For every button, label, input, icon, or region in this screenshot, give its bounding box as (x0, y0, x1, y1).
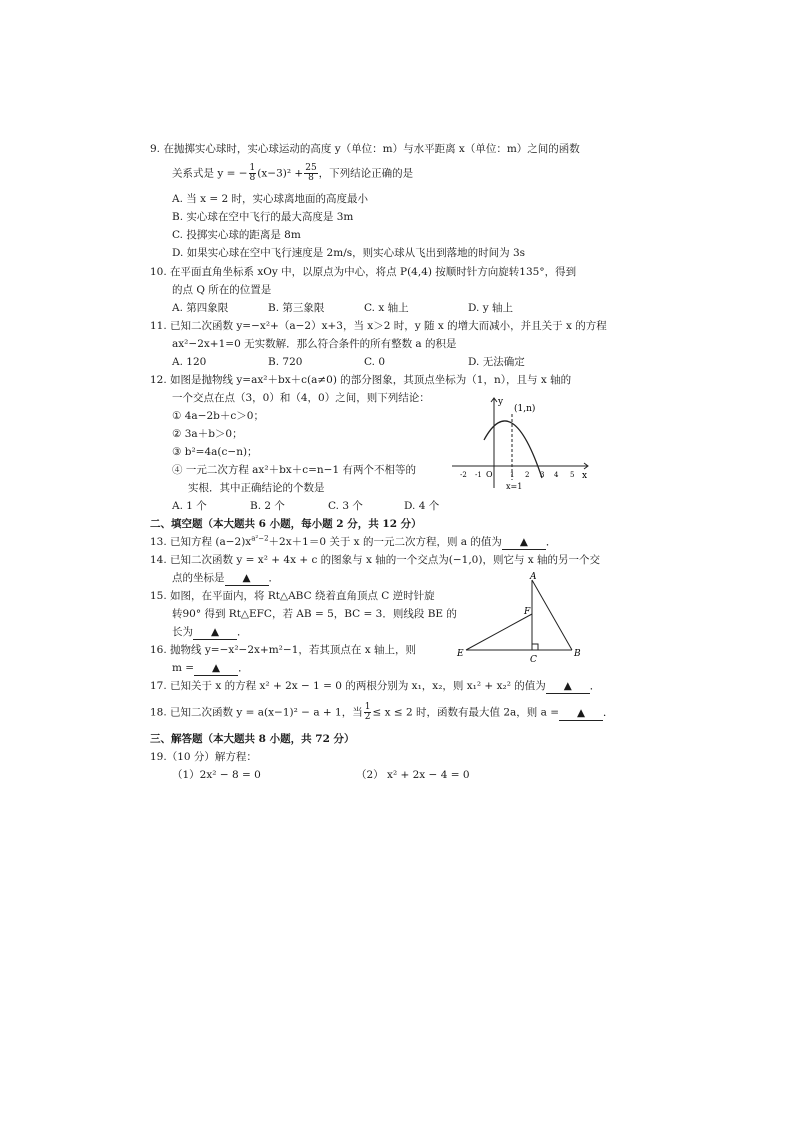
q15-triangle-figure (452, 570, 592, 665)
section-3-title: 三、解答题（本大题共 8 小题，共 72 分） (150, 733, 355, 745)
q11-stem-2: ax²−2x+1=0 无实数解．那么符合条件的所有整数 a 的积是 (172, 338, 457, 350)
q12-parabola-curve (484, 421, 545, 479)
q12-option-b: B. 2 个 (250, 500, 285, 512)
q11-option-c: C. 0 (364, 356, 386, 368)
q12-stem: 12. 如图是抛物线 y=ax²＋bx＋c(a≠0) 的部分图象，其顶点坐标为（1，n），且与 x 轴的 (150, 374, 572, 386)
q10-option-a: A. 第四象限 (172, 302, 229, 314)
q12-tick-neg2: -2 (460, 471, 467, 479)
q18-fraction: $\frac{1}{2}$ (364, 702, 371, 722)
q19-stem: 19.（10 分）解方程： (150, 751, 257, 763)
q9-function-mid: (x−3)² + (257, 167, 304, 180)
q10-option-b: B. 第三象限 (268, 302, 325, 314)
q12-option-a: A. 1 个 (172, 500, 207, 512)
q17: 17. 已知关于 x 的方程 x² + 2x − 1 = 0 的两根分别为 x₁，x₂，则 x₁² + x₂² 的值为 ▲ ． (150, 680, 601, 692)
q16-stem-2: m = ▲ ． (172, 662, 249, 674)
q15-stem: 15. 如图，在平面内，将 Rt△ABC 绕着直角顶点 C 逆时针旋 (150, 590, 435, 602)
q12-vertex-label: (1,n) (514, 404, 536, 414)
q17-answer-blank[interactable]: ▲ (546, 679, 590, 694)
q13-answer-blank[interactable]: ▲ (502, 535, 546, 550)
q15-side-ef (466, 614, 532, 650)
q15-answer-blank[interactable]: ▲ (193, 625, 237, 640)
q16-answer-blank[interactable]: ▲ (194, 661, 238, 676)
q13: 13. 已知方程 $(a-2)x^{a^2-2}+2x+1=0$ 关于 x 的一元二次方程，则 a 的值为 ▲ ． (150, 534, 557, 548)
q15-right-angle-mark (532, 644, 538, 650)
q12-statement-4-cont: 实根．其中正确结论的个数是 (188, 482, 325, 494)
q12-tick-2: 2 (525, 471, 530, 479)
q11-option-d: D. 无法确定 (468, 356, 525, 368)
q11-stem: 11. 已知二次函数 y=−x²+（a−2）x+3，当 x＞2 时，y 随 x 的增大而减小，并且关于 x 的方程 (150, 320, 607, 332)
q9-function-post: ，下列结论正确的是 (318, 167, 414, 180)
q10-option-c: C. x 轴上 (364, 302, 409, 314)
q12-option-d: D. 4 个 (404, 500, 440, 512)
q10-option-d: D. y 轴上 (468, 302, 513, 314)
q12-tick-neg1: -1 (475, 471, 482, 479)
q9-frac-1: $\frac{1}{8}$ (249, 163, 256, 183)
q9-option-c: C. 投掷实心球的距离是 8m (172, 229, 301, 241)
q12-tick-1: 1 (510, 471, 515, 479)
q15-side-ab (532, 580, 572, 650)
q18: 18. 已知二次函数 y = a(x−1)² − a + 1，当 $\frac{1}{2}$ ≤ x ≤ 2 时，函数有最大值 2a，则 a = ▲ ． (150, 702, 614, 722)
q13-pre: 13. 已知方程 (a−2)x (150, 536, 252, 548)
q15-label-c: C (530, 655, 537, 665)
q12-statement-1: ① 4a−2b＋c＞0； (172, 410, 264, 422)
q9-option-a: A. 当 x = 2 时，实心球离地面的高度最小 (172, 193, 369, 205)
q14-stem: 14. 已知二次函数 y = x² + 4x + c 的图象与 x 轴的一个交点为(−1,0)，则它与 x 轴的另一个交 (150, 554, 601, 566)
q15-label-e: E (457, 649, 464, 659)
q13-exponent: a²−2 (251, 534, 269, 543)
q15-stem-3: 长为 ▲ ． (172, 626, 248, 638)
q19-part-1: （1）2x² − 8 = 0 (172, 769, 261, 781)
q14-answer-blank[interactable]: ▲ (225, 571, 269, 586)
q10-stem-2: 的点 Q 所在的位置是 (172, 284, 272, 296)
q11-option-a: A. 120 (172, 356, 207, 368)
q12-stem-2: 一个交点在点（3，0）和（4，0）之间，则下列结论： (172, 392, 430, 404)
q12-y-label: y (498, 397, 504, 407)
q15-stem-2: 转90° 得到 Rt△EFC，若 AB = 5，BC = 3．则线段 BE 的 (172, 608, 457, 620)
q15-label-f: F (524, 607, 531, 617)
q12-tick-4: 4 (554, 471, 559, 479)
q15-label-a: A (530, 572, 537, 582)
q12-tick-3: 3 (540, 471, 545, 479)
q11-option-b: B. 720 (268, 356, 303, 368)
q9-option-b: B. 实心球在空中飞行的最大高度是 3m (172, 211, 354, 223)
q14-stem-2: 点的坐标是 ▲ ． (172, 572, 279, 584)
q12-x-label: x (582, 471, 588, 481)
q9-option-d: D. 如果实心球在空中飞行速度是 2m/s，则实心球从飞出到落地的时间为 3s (172, 247, 526, 259)
q10-stem: 10. 在平面直角坐标系 xOy 中，以原点为中心，将点 P(4,4) 按顺时针方向旋转135°，得到 (150, 266, 577, 278)
q18-answer-blank[interactable]: ▲ (559, 706, 603, 721)
q12-option-c: C. 3 个 (328, 500, 363, 512)
q9-function-pre: 关系式是 y = − (172, 167, 248, 180)
q12-statement-3: ③ b²=4a(c−n)； (172, 446, 258, 458)
q12-parabola-graph (450, 392, 595, 492)
q12-axis-label: x=1 (506, 482, 523, 491)
q12-statement-4: ④ 一元二次方程 ax²＋bx＋c=n−1 有两个不相等的 (172, 464, 416, 476)
q9-stem: 9. 在抛掷实心球时，实心球运动的高度 y（单位：m）与水平距离 x（单位：m）之间的函数 (150, 143, 580, 155)
q13-post: ＋2x＋1＝0 关于 x 的一元二次方程，则 a 的值为 (268, 536, 502, 548)
section-2-title: 二、填空题（本大题共 6 小题，每小题 2 分，共 12 分） (150, 518, 422, 530)
q15-label-b: B (574, 649, 581, 659)
q12-origin-label: O (486, 470, 493, 479)
q12-tick-5: 5 (570, 471, 575, 479)
q16-stem: 16. 抛物线 y=−x²−2x+m²−1，若其顶点在 x 轴上，则 (150, 644, 416, 656)
q19-part-2: （2） x² + 2x − 4 = 0 (356, 769, 470, 781)
q12-statement-2: ② 3a＋b＞0； (172, 428, 243, 440)
q9-frac-2: $\frac{25}{8}$ (305, 163, 317, 183)
q9-function (172, 164, 413, 183)
